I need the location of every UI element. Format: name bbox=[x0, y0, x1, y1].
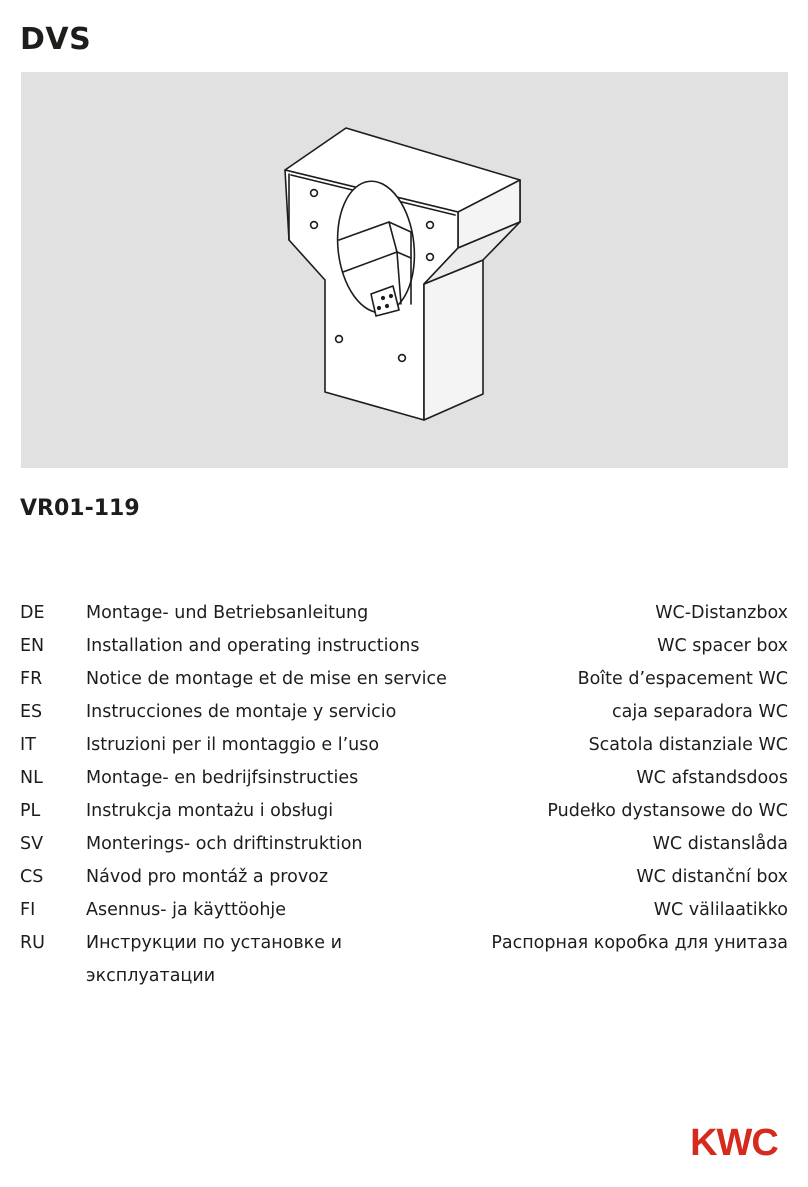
language-row-es bbox=[20, 701, 788, 734]
language-code: FR bbox=[20, 669, 43, 689]
spacer-box-drawing bbox=[21, 72, 788, 468]
language-code: DE bbox=[20, 603, 45, 623]
instructions-title: Istruzioni per il montaggio e l’uso bbox=[86, 735, 380, 755]
instructions-title: Návod pro montáž a provoz bbox=[86, 867, 329, 887]
product-name: WC spacer box bbox=[657, 636, 788, 656]
language-code: CS bbox=[20, 867, 44, 887]
language-row-ru bbox=[20, 932, 788, 998]
language-code: IT bbox=[20, 735, 36, 755]
language-row-fr bbox=[20, 668, 788, 701]
kwc-logo-mark bbox=[680, 1124, 788, 1160]
instructions-title: Montage- und Betriebsanleitung bbox=[86, 603, 369, 623]
language-row-sv bbox=[20, 833, 788, 866]
product-name: Boîte d’espacement WC bbox=[577, 669, 788, 689]
product-name: WC distanční box bbox=[636, 867, 788, 887]
product-name: WC afstandsdoos bbox=[636, 768, 788, 788]
language-code: RU bbox=[20, 933, 45, 953]
instructions-title: Instrukcja montażu i obsługi bbox=[86, 801, 334, 821]
language-code: FI bbox=[20, 900, 36, 920]
product-name: WC-Distanzbox bbox=[655, 603, 788, 623]
language-row-cs bbox=[20, 866, 788, 899]
language-code: SV bbox=[20, 834, 44, 854]
language-code: ES bbox=[20, 702, 43, 722]
language-row-nl bbox=[20, 767, 788, 800]
product-name: Pudełko dystansowe do WC bbox=[547, 801, 788, 821]
language-list bbox=[20, 602, 788, 998]
language-row-it bbox=[20, 734, 788, 767]
product-family-title: DVS bbox=[20, 22, 92, 57]
language-row-de bbox=[20, 602, 788, 635]
product-name: Распорная коробка для унитаза bbox=[491, 933, 788, 953]
kwc-logo bbox=[680, 1124, 788, 1164]
language-row-en bbox=[20, 635, 788, 668]
model-number: VR01-119 bbox=[20, 496, 140, 521]
instructions-title: Monterings- och driftinstruktion bbox=[86, 834, 363, 854]
product-name: WC välilaatikko bbox=[653, 900, 788, 920]
product-illustration bbox=[21, 72, 788, 468]
language-code: NL bbox=[20, 768, 43, 788]
product-name: Scatola distanziale WC bbox=[588, 735, 788, 755]
instructions-title: Instrucciones de montaje y servicio bbox=[86, 702, 397, 722]
language-row-pl bbox=[20, 800, 788, 833]
product-name: caja separadora WC bbox=[612, 702, 788, 722]
instructions-title: Montage- en bedrijfsinstructies bbox=[86, 768, 359, 788]
svg-text:KWC: KWC bbox=[690, 1124, 778, 1160]
instructions-title: Installation and operating instructions bbox=[86, 636, 420, 656]
product-name: WC distanslåda bbox=[652, 834, 788, 854]
instructions-title: Notice de montage et de mise en service bbox=[86, 669, 447, 689]
language-code: PL bbox=[20, 801, 41, 821]
language-code: EN bbox=[20, 636, 45, 656]
instructions-title: Asennus- ja käyttöohje bbox=[86, 900, 287, 920]
instructions-title: Инструкции по установке и эксплуатации bbox=[86, 933, 342, 986]
